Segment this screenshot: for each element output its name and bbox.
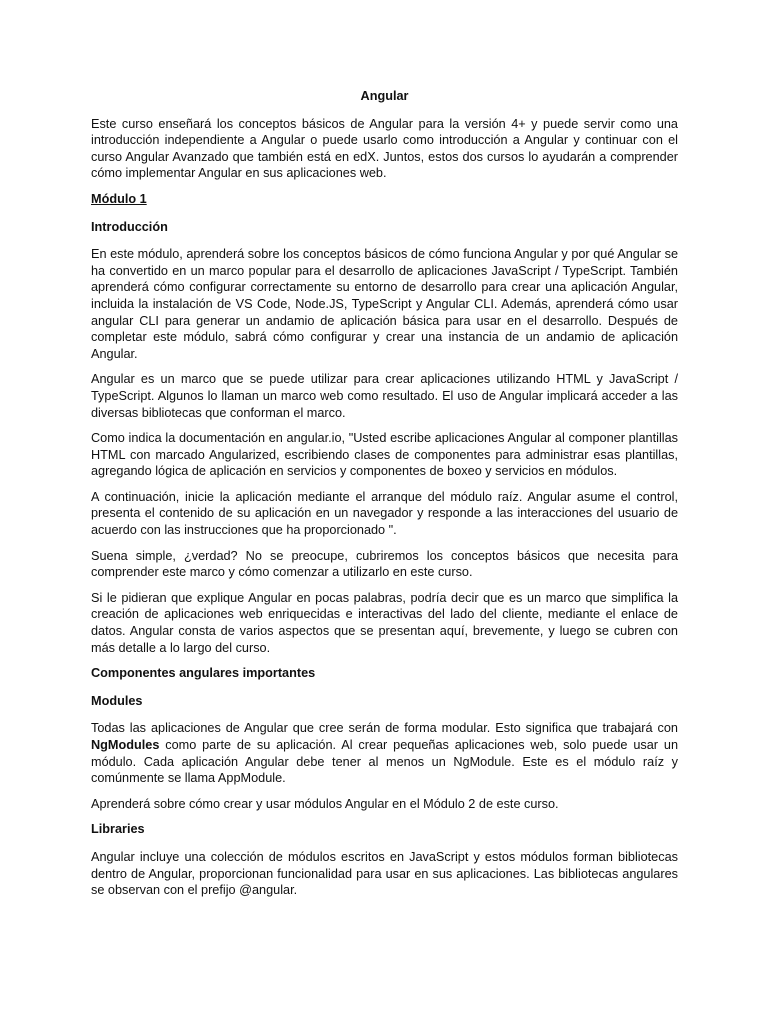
ngmodules-term: NgModules <box>91 738 160 752</box>
intro-paragraph: Este curso enseñará los conceptos básicos de Angular para la versión 4+ y puede servir como una introducción independiente a Angular o puede usarlo como introducción a Angular y continuar con el curso Angular Avanzado que también está en edX. Juntos, estos dos cursos lo ayudarán a comprender cómo implementar Angular en sus aplicaciones web. <box>91 116 678 181</box>
introduction-paragraph: Si le pidieran que explique Angular en pocas palabras, podría decir que es un marco que simplifica la creación de aplicaciones web enriquecidas e interactivas del lado del cliente, mediante el enlace de datos. Angular consta de varios aspectos que se presentan aquí, brevemente, y luego se cubren con más detalle a lo largo del curso. <box>91 590 678 655</box>
introduction-paragraph: Angular es un marco que se puede utilizar para crear aplicaciones utilizando HTML y JavaScript / TypeScript. Algunos lo llaman un marco web como resultado. El uso de Angular implicará acceder a las diversas bibliotecas que conforman el marco. <box>91 372 678 420</box>
modules-text-end: como parte de su aplicación. Al crear pequeñas aplicaciones web, solo puede usar un módulo. Cada aplicación Angular debe tener al menos un NgModule. Este es el módulo raíz y comúnmente se llama AppModule. <box>91 738 678 786</box>
modules-heading: Modules <box>91 693 143 708</box>
modules-paragraph-2: Aprenderá sobre cómo crear y usar módulos Angular en el Módulo 2 de este curso. <box>91 796 559 811</box>
modules-paragraph <box>91 720 678 786</box>
document-page <box>91 88 678 908</box>
components-heading: Componentes angulares importantes <box>91 666 316 681</box>
introduction-heading: Introducción <box>91 219 168 234</box>
introduction-paragraph: A continuación, inicie la aplicación mediante el arranque del módulo raíz. Angular asume el control, presenta el contenido de su aplicación en un navegador y responde a las interacciones del usuario de acuerdo con las instrucciones que ha proporcionado ". <box>91 489 678 538</box>
libraries-paragraph: Angular incluye una colección de módulos escritos en JavaScript y estos módulos forman bibliotecas dentro de Angular, proporcionan funcionalidad para usar en sus aplicaciones. Las bibliotecas angulares se observan con el prefijo @angular. <box>91 849 678 898</box>
document-title: Angular <box>360 89 409 103</box>
introduction-paragraph: En este módulo, aprenderá sobre los conceptos básicos de cómo funciona Angular y por qué Angular se ha convertido en un marco popular para el desarrollo de aplicaciones JavaScript / TypeScript. También aprenderá cómo configurar correctamente su entorno de desarrollo para crear una aplicación Angular, incluida la instalación de VS Code, Node.JS, TypeScript y Angular CLI. Además, aprenderá cómo usar angular CLI para generar un andamio de aplicación básica para usar en el desarrollo. Después de completar este módulo, sabrá cómo configurar y crear una instancia de un andamio de aplicación Angular. <box>91 247 678 361</box>
introduction-paragraph: Suena simple, ¿verdad? No se preocupe, cubriremos los conceptos básicos que necesita para comprender este marco y cómo comenzar a utilizarlo en este curso. <box>91 548 678 580</box>
introduction-paragraph: Como indica la documentación en angular.io, "Usted escribe aplicaciones Angular al componer plantillas HTML con marcado Angularized, escribiendo clases de componentes para administrar esas plantillas, agregando lógica de aplicación en servicios y componentes de boxeo y servicios en módulos. <box>91 431 678 479</box>
modules-text-start: Todas las aplicaciones de Angular que cree serán de forma modular. Esto significa que trabajará con <box>91 721 678 736</box>
libraries-heading: Libraries <box>91 822 145 837</box>
module-heading: Módulo 1 <box>91 191 147 206</box>
